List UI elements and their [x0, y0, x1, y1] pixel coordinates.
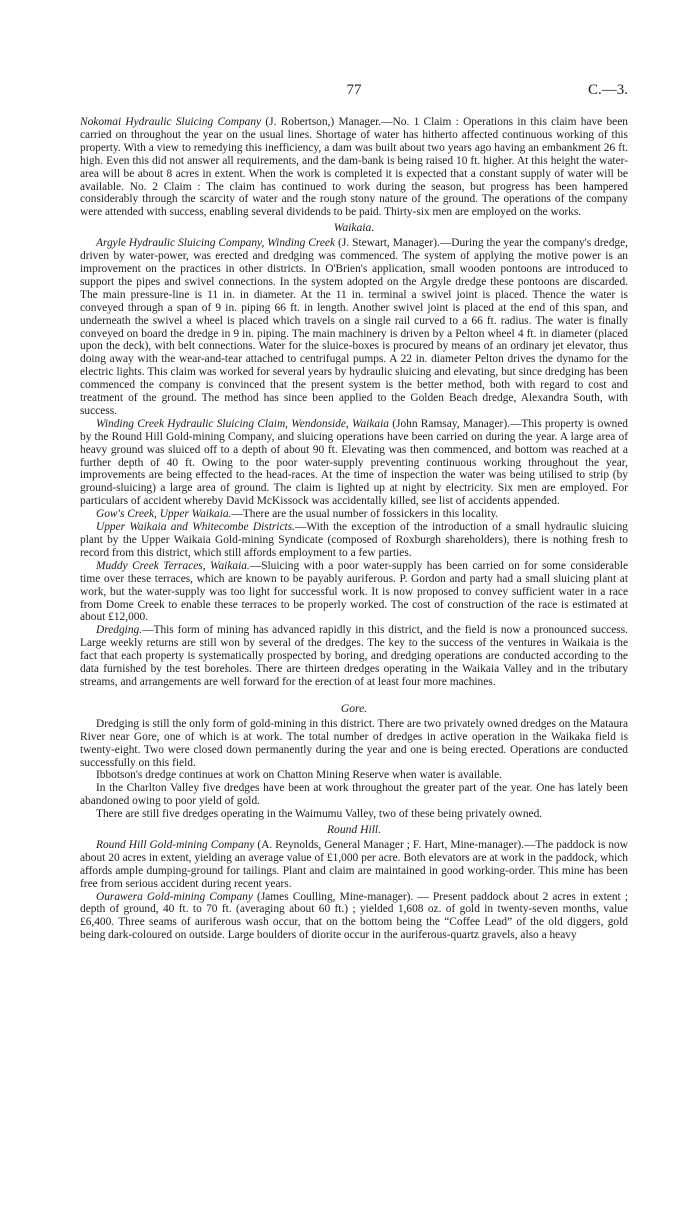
paragraph-waikaia-2	[80, 418, 628, 508]
paragraph-lead: Muddy Creek Terraces, Waikaia.	[96, 559, 250, 572]
section-heading-waikaia: Waikaia.	[333, 221, 375, 235]
paragraph-lead: Round Hill Gold-mining Company	[96, 838, 255, 851]
paragraph-text: Ibbotson's dredge continues at work on Chatton Mining Reserve when water is available.	[96, 769, 503, 782]
paragraph-round-hill-1	[80, 839, 628, 891]
paragraph-lead: Gow's Creek, Upper Waikaia.	[96, 508, 232, 521]
paragraph-text: (James Coulling, Mine-manager). — Present paddock about 2 acres in extent ; depth of ground, 40 ft. to 70 ft. (averaging about 60 ft.) ; yielded 1,608 oz. of gold in twenty-seven months, value £6,400. Three seams of auriferous wash occur, that on the bottom being the “Coffee Lead” of the old diggers, gold being dark-coloured on outside. Large boulders of diorite occur in the auriferous-quartz gravels, also a heavy	[80, 890, 628, 942]
paragraph-gore-3	[80, 782, 628, 808]
paragraph-round-hill-2	[80, 891, 628, 943]
page-number: 77	[346, 82, 362, 98]
document-reference: C.—3.	[587, 82, 628, 98]
paragraph-waikaia-5	[80, 560, 628, 625]
paragraph-text: —Sluicing with a poor water-supply has been carried on for some considerable time over these terraces, which are known to be payably auriferous. P. Gordon and party had a small sluicing plant at work, but the water-supply was too light for successful work. It is now proposed to convey sufficient water in a race from Dome Creek to enable these terraces to be properly worked. The cost of construction of the race is estimated at about £12,000.	[80, 559, 629, 624]
report-body	[80, 116, 628, 942]
paragraph-lead: Dredging.	[96, 624, 143, 637]
paragraph-lead: Ourawera Gold-mining Company	[96, 890, 253, 903]
paragraph-lead: Winding Creek Hydraulic Sluicing Claim, Wendonside, Waikaia	[96, 417, 389, 430]
paragraph-text: (John Ramsay, Manager).—This property is owned by the Round Hill Gold-mining Company, and sluicing operations have been carried on during the year. A large area of heavy ground was sluiced off to a depth of about 90 ft. Elevating was then commenced, and bottom was reached at a further depth of 40 ft. Owing to the poor water-supply preventing continuous working throughout the year, improvements are being effected to the head-races. At the time of inspection the water was being utilised to strip (by ground-sluicing) a large area of ground. The claim is lighted up at night by electricity. Six men are employed. For particulars of accident whereby David McKissock was accidentally killed, see list of accidents appended.	[80, 417, 628, 508]
section-heading-round-hill: Round Hill.	[326, 823, 382, 837]
paragraph-text: —This form of mining has advanced rapidly in this district, and the field is now a pronounced success. Large weekly returns are still won by several of the dredges. The key to the success of the ventures in Waikaia is the fact that each property is systematically prospected by boring, and dredging operations are conducted according to the data furnished by the test boreholes. There are thirteen dredges operating in the Waikaia Valley and in the tributary streams, and arrangements are well forward for the erection of at least four more machines.	[80, 624, 628, 688]
paragraph-waikaia-1	[80, 237, 628, 418]
paragraph-text: In the Charlton Valley five dredges have been at work throughout the greater part of the year. One has lately been abandoned owing to poor yield of gold.	[80, 782, 628, 808]
paragraph-text: —There are the usual number of fossickers in this locality.	[231, 508, 499, 521]
paragraph-lead: Upper Waikaia and Whitecombe Districts.	[96, 521, 295, 534]
paragraph-gore-4	[80, 808, 628, 821]
paragraph-text: (A. Reynolds, General Manager ; F. Hart, Mine-manager).—The paddock is now about 20 acres in extent, yielding an average value of £1,000 per acre. Both elevators are at work in the paddock, which affords ample dumping-ground for tailings. Plant and claim are maintained in good working-order. This mine has been free from serious accident during recent years.	[80, 838, 628, 890]
paragraph-nokomai-1	[80, 116, 628, 219]
paragraph-text: There are still five dredges operating in the Waimumu Valley, two of these being privately owned.	[96, 808, 543, 821]
paragraph-gore-2	[80, 769, 628, 782]
paragraph-waikaia-3	[80, 508, 628, 521]
paragraph-text: —With the exception of the introduction of a small hydraulic sluicing plant by the Upper Waikaia Gold-mining Syndicate (composed of Roxburgh shareholders), there is nothing fresh to record from this district, which still affords employment to a few parties.	[80, 521, 628, 559]
paragraph-gore-1	[80, 718, 628, 770]
page-header	[80, 82, 628, 102]
paragraph-text: (J. Robertson,) Manager.—No. 1 Claim : Operations in this claim have been carried on throughout the year on the usual lines. Shortage of water has hitherto affected continuous working of this property. With a view to remedying this inefficiency, a dam was built about two years ago having an embankment 26 ft. high. Even this did not answer all requirements, and the dam-bank is being raised 10 ft. higher. At this height the water-area will be about 8 acres in extent. When the work is completed it is expected that a constant supply of water will be available. No. 2 Claim : The claim has continued to work during the season, but progress has been hampered considerably through the scarcity of water and the rough stony nature of the ground. The operations of the company were attended with success, enabling several dividends to be paid. Thirty-six men are employed on the works.	[80, 116, 628, 219]
paragraph-text: (J. Stewart, Manager).—During the year the company's dredge, driven by water-power, was erected and dredging was commenced. The system of applying the motive power is an improvement on the practices in other districts. In O'Brien's application, small wooden pontoons are introduced to support the pipes and swivel connections. In the system adopted on the Argyle dredge these pontoons are discarded. The main pressure-line is 11 in. in diameter. At the 11 in. terminal a swivel joint is placed. Thence the water is conveyed through a span of 9 in. piping 66 ft. in length. Another swivel joint is placed at the end of this span, and underneath the swivel a wheel is placed which travels on a single rail curved to a 66 ft. radius. The water is finally conveyed on board the dredge in 9 in. piping. The main machinery is driven by a Pelton wheel 4 ft. in diameter (placed upon the deck), with belt connections. Water for the sluice-boxes is procured by means of an ordinary jet elevator, thus doing away with the wear-and-tear attached to centrifugal pumps. A 22 in. diameter Pelton drives the dynamo for the electric lights. This claim was worked for several years by hydraulic sluicing and elevating, but since dredging has been commenced the company is convinced that the present system is the better method, both with regard to cost and treatment of the ground. The method has since been applied to the Golden Beach dredge, Alexandra South, with success.	[80, 237, 628, 417]
paragraph-lead: Nokomai Hydraulic Sluicing Company	[80, 116, 262, 128]
section-heading-gore: Gore.	[340, 701, 368, 715]
paragraph-text: Dredging is still the only form of gold-mining in this district. There are two privately owned dredges on the Mataura River near Gore, one of which is at work. The total number of dredges in active operation in the Waikaka field is twenty-eight. Two were closed down permanently during the year and one is being erected. Operations are conducted successfully on this field.	[80, 717, 628, 769]
paragraph-waikaia-6	[80, 624, 628, 689]
paragraph-waikaia-4	[80, 521, 628, 560]
paragraph-lead: Argyle Hydraulic Sluicing Company, Winding Creek	[96, 237, 336, 250]
